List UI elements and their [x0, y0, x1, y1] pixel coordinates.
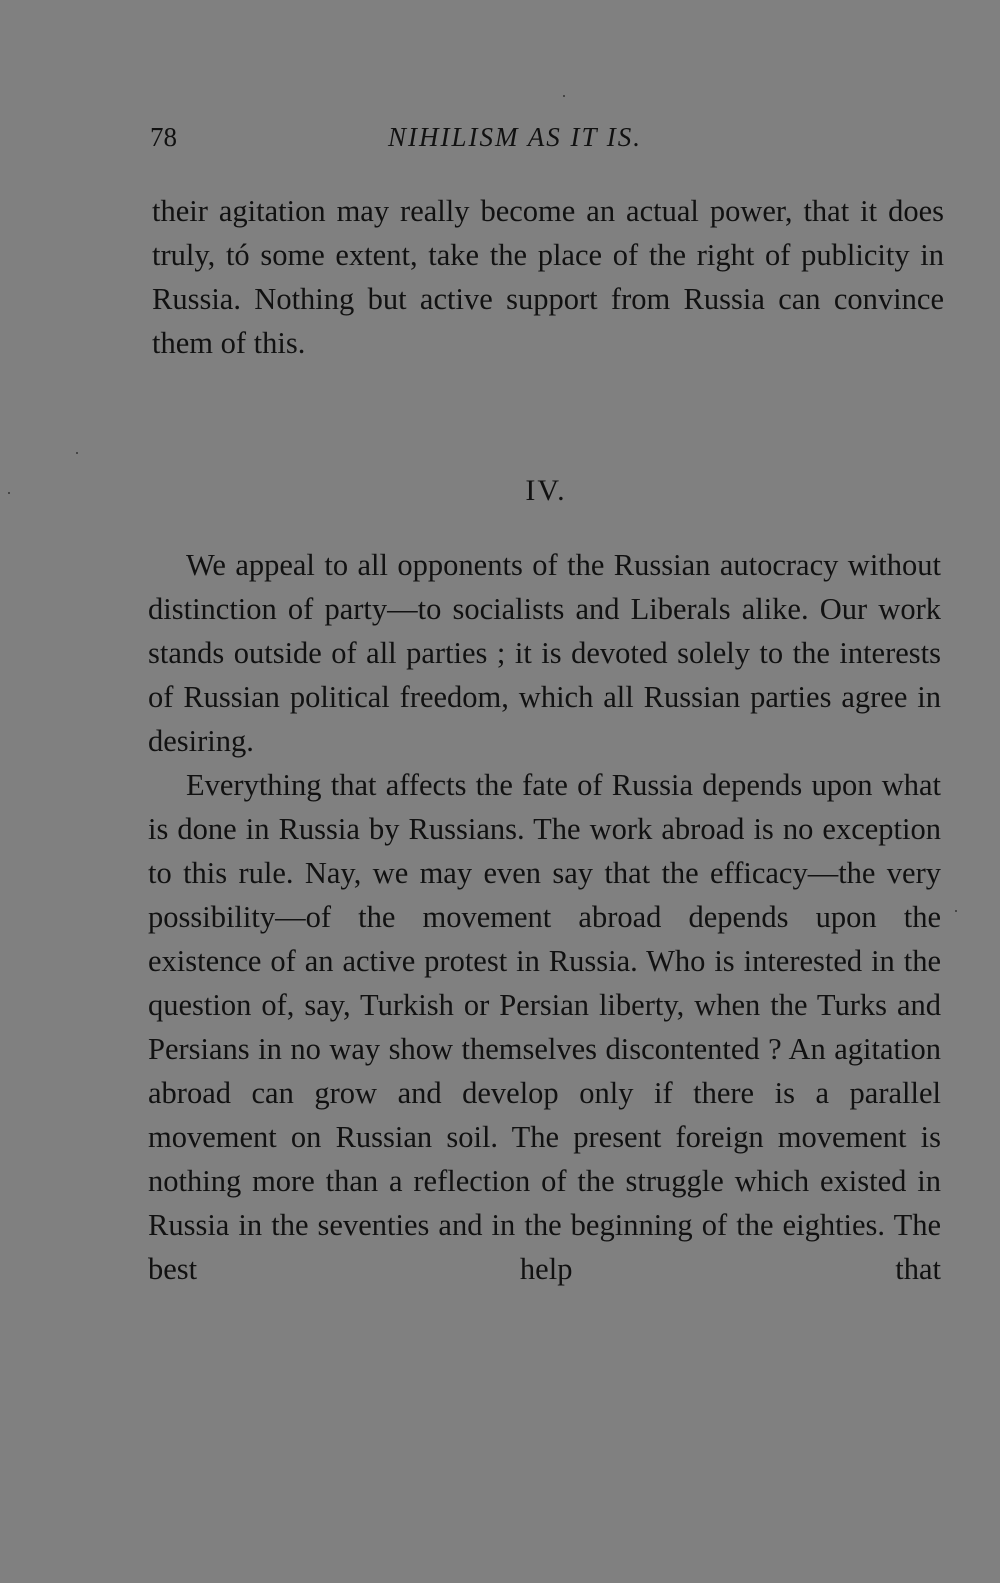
continuation-text [152, 189, 944, 365]
scan-speck [955, 910, 957, 912]
section-heading: IV. [525, 474, 567, 507]
continuation-paragraph: their agitation may really become an actual power, that it does truly, tó some extent, take the place of the right of publicity in Russia. Nothing but active support from Russia can convince them of this. [152, 194, 944, 360]
scan-speck [8, 492, 10, 494]
scan-speck [76, 452, 78, 454]
scan-speck [563, 95, 565, 97]
paragraph: We appeal to all opponents of the Russian autocracy without distinction of party—to socialists and Liberals alike. Our work stands outside of all parties ; it is devoted solely to the interests of Russian political freedom, which all Russian parties agree in desiring. [148, 548, 941, 758]
page-header [150, 122, 950, 162]
page-number: 78 [150, 122, 177, 152]
running-head: NIHILISM AS IT IS. [388, 122, 643, 152]
section-body [148, 543, 941, 1291]
paragraph: Everything that affects the fate of Russia depends upon what is done in Russia by Russians. The work abroad is no exception to this rule. Nay, we may even say that the efficacy—the very possibility—of the movement abroad depends upon the existence of an active protest in Russia. Who is interested in the question of, say, Turkish or Persian liberty, when the Turks and Persians in no way show themselves discontented ? An agitation abroad can grow and develop only if there is a parallel movement on Russian soil. The present foreign movement is nothing more than a reflection of the struggle which existed in Russia in the seventies and in the beginning of the eighties. The best help that [148, 768, 941, 1286]
